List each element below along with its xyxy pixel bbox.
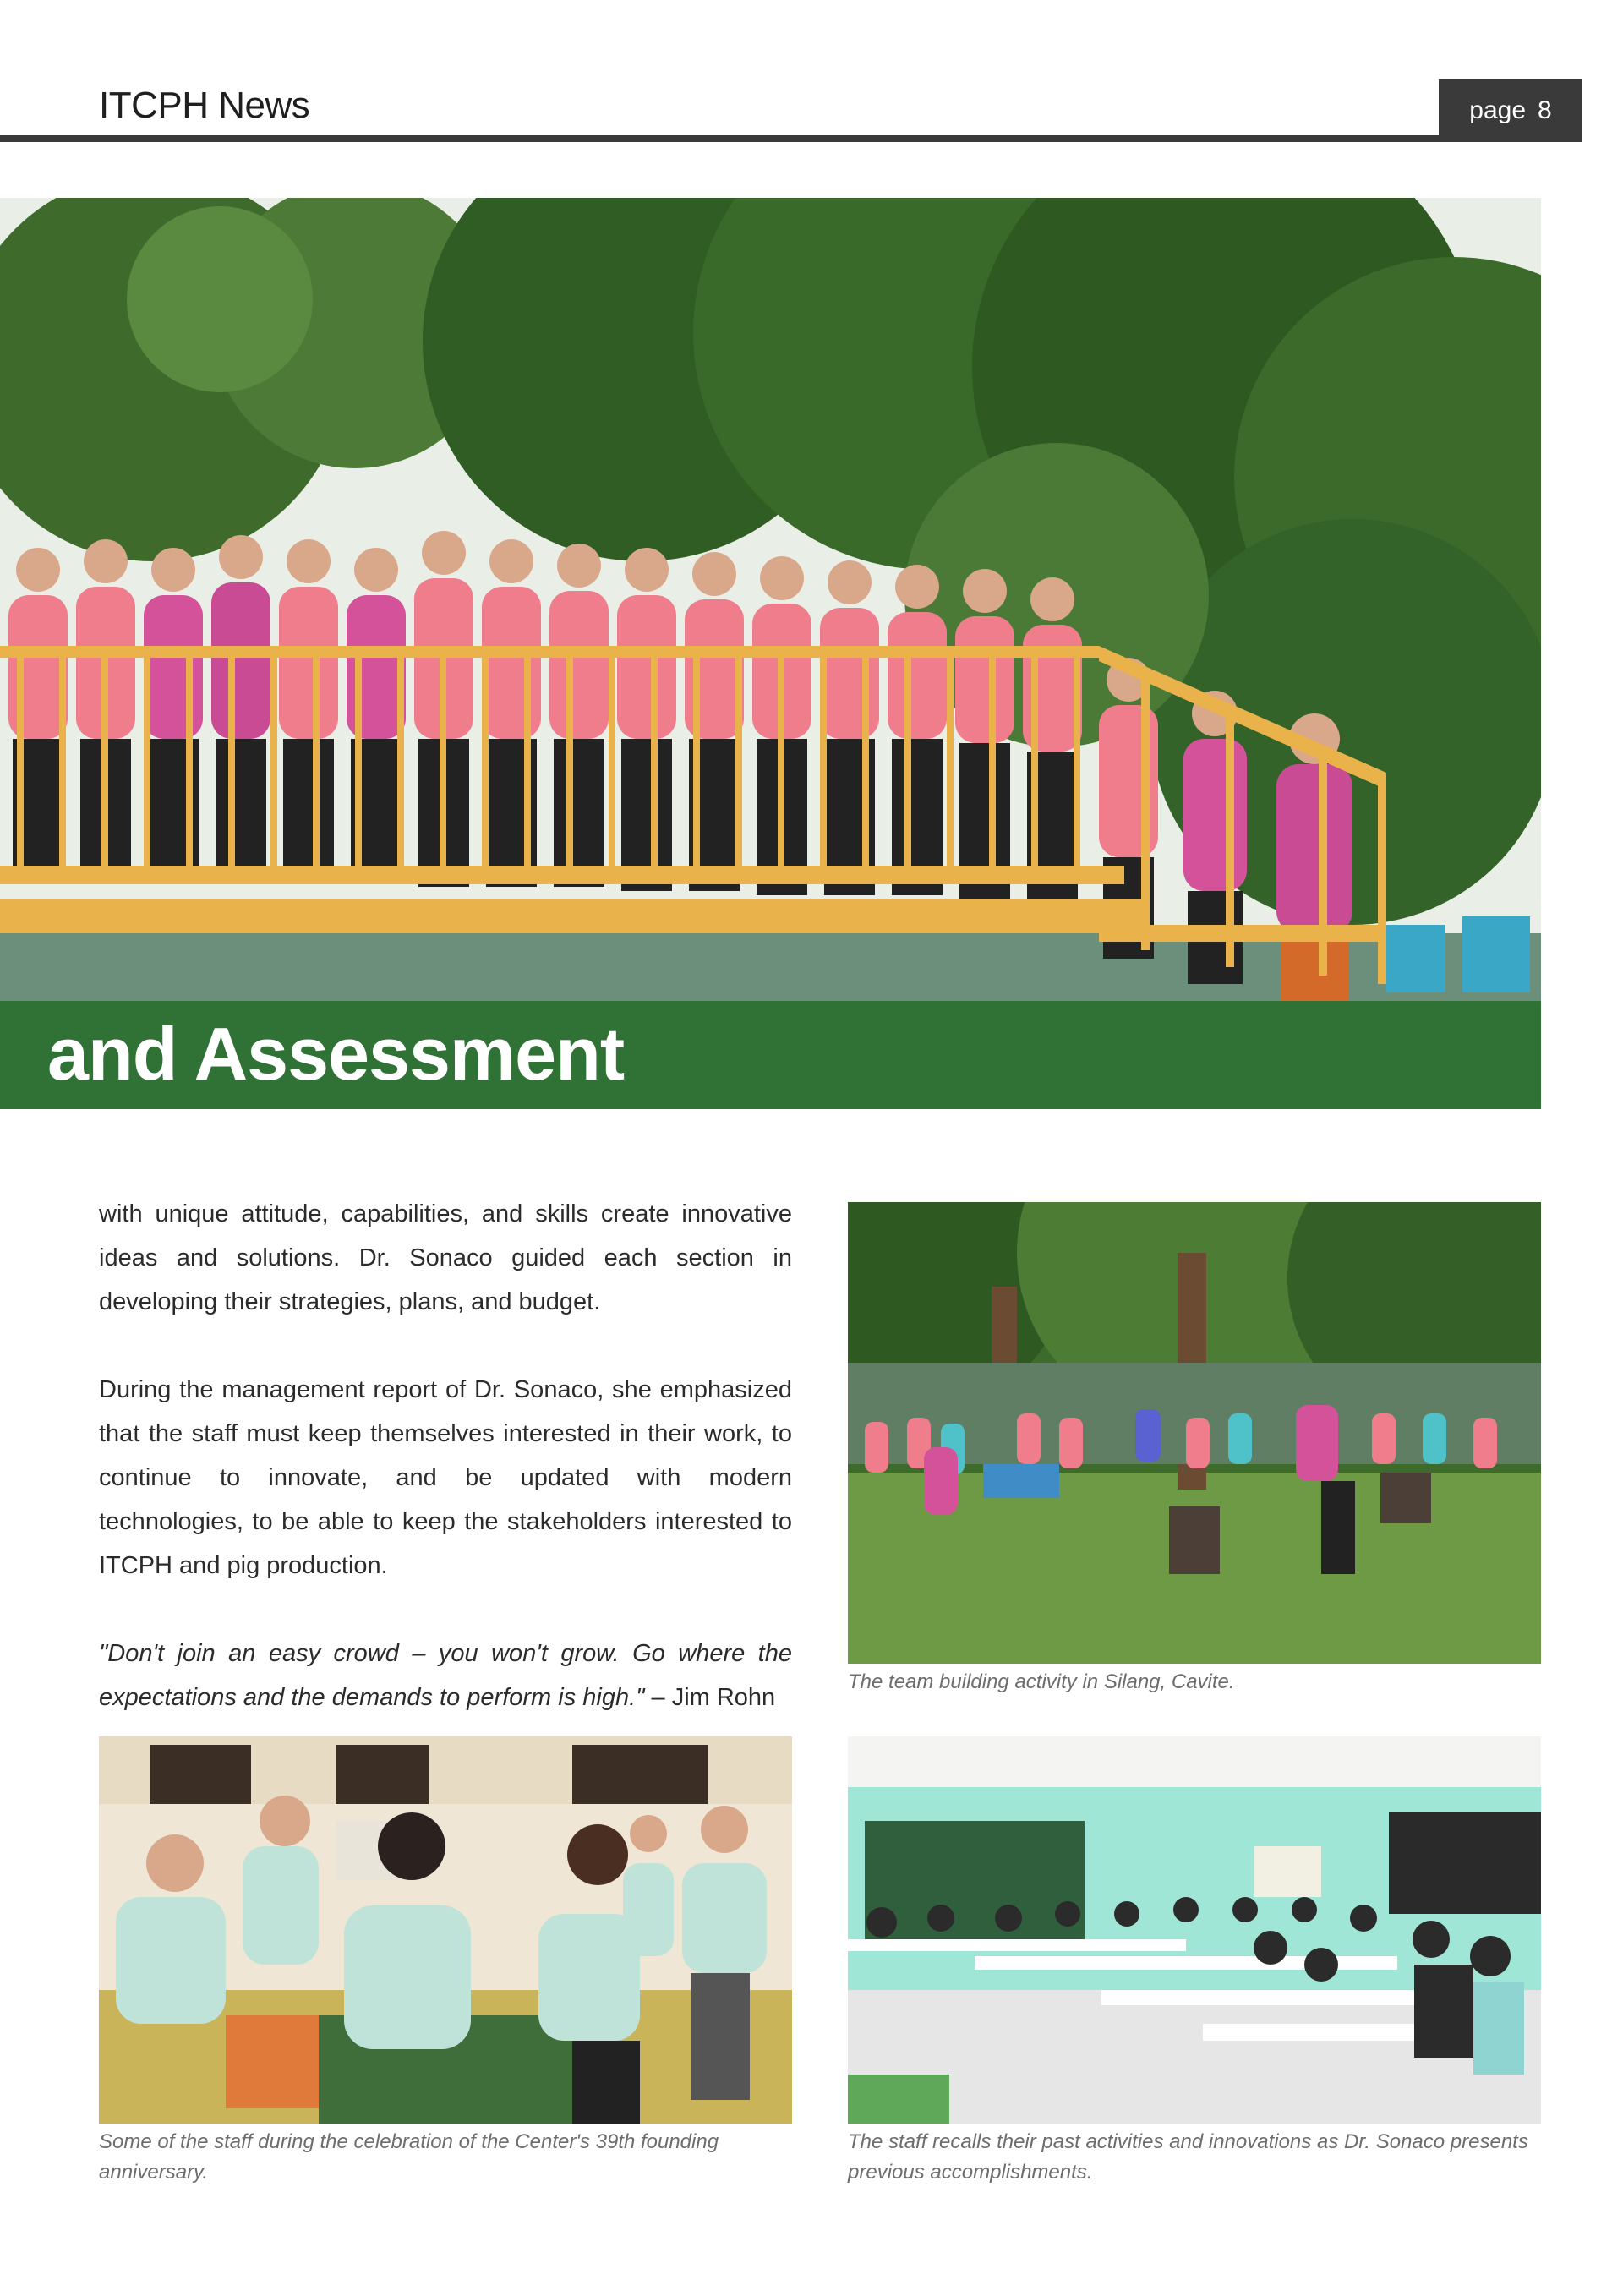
- header-rule: [0, 135, 1439, 142]
- team-building-caption: The team building activity in Silang, Cavite.: [848, 1670, 1235, 1693]
- article-body: [99, 1192, 792, 1763]
- hero-group-photo-illustration: [0, 198, 1541, 1109]
- meeting-photo: [848, 1736, 1541, 2124]
- team-building-photo: [848, 1202, 1541, 1664]
- article-quote: [99, 1632, 792, 1719]
- newsletter-title: ITCPH News: [99, 85, 310, 126]
- meeting-illustration: [848, 1736, 1541, 2124]
- anniversary-photo: [99, 1736, 792, 2124]
- page-number-box: [1439, 79, 1582, 142]
- quote-text: "Don't join an easy crowd – you won't grow. Go where the expectations and the demands to perform is high.": [99, 1640, 792, 1711]
- page-label: page: [1469, 96, 1527, 124]
- article-paragraph: During the management report of Dr. Sonaco, she emphasized that the staff must keep themselves interested in their work, to continue to innovate, and be updated with modern technologies, to be able to keep the stakeholders interested to ITCPH and pig production.: [99, 1376, 792, 1579]
- article-title: and Assessment: [47, 1012, 625, 1096]
- anniversary-caption: Some of the staff during the celebration of the Center's 39th founding anniversary.: [99, 2130, 719, 2184]
- meeting-caption: The staff recalls their past activities and innovations as Dr. Sonaco presents previous accomplishments.: [848, 2130, 1528, 2184]
- page-number: 8: [1538, 96, 1552, 124]
- team-building-illustration: [848, 1202, 1541, 1664]
- quote-attribution: – Jim Rohn: [644, 1684, 776, 1711]
- hero-photo: [0, 198, 1541, 1109]
- article-paragraph: with unique attitude, capabilities, and skills create innovative ideas and solutions. Dr. Sonaco guided each section in developing their strategies, plans, and budget.: [99, 1200, 792, 1315]
- anniversary-illustration: [99, 1736, 792, 2124]
